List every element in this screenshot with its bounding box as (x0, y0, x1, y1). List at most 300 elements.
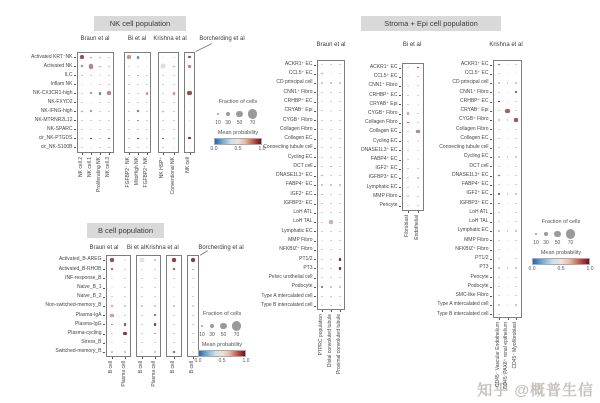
data-dot-faint (417, 205, 418, 206)
data-dot (99, 57, 100, 58)
row-label: DCT cell (469, 162, 489, 169)
data-dot-faint (330, 305, 331, 306)
row-tick (314, 194, 316, 195)
legend-prob-tick: 1.0 (258, 146, 266, 152)
row-label: FABP4⁺ EC (285, 181, 313, 188)
data-dot (162, 57, 163, 58)
study-header: Bi et al (127, 36, 147, 42)
col-label: PTPRC population (317, 313, 324, 355)
legend-prob-tick: 0.0 (528, 266, 536, 272)
row-label: cir_NK-S100B (40, 143, 73, 150)
col-label: Endothelial (413, 214, 420, 240)
row-label: IGF2⁺ EC (466, 190, 489, 197)
row-tick (490, 166, 492, 167)
col-label: B cell (107, 360, 114, 373)
row-label: Stress_B (81, 339, 102, 346)
data-dot (146, 66, 147, 67)
data-dot-faint (321, 157, 322, 158)
data-dot-faint (81, 129, 82, 130)
data-dot (137, 75, 138, 76)
row-label: ACKR1⁺ EC (460, 60, 489, 67)
data-dot-faint (192, 333, 193, 334)
row-tick (490, 139, 492, 140)
row-tick (314, 287, 316, 288)
col-tick (340, 310, 341, 312)
data-dot-faint (330, 231, 331, 232)
data-dot (498, 138, 499, 139)
row-tick (399, 95, 401, 96)
data-dot (110, 258, 114, 262)
row-label: Plasma-IgG (75, 320, 102, 327)
data-dot-faint (515, 101, 516, 102)
legend-gradient-bar (532, 258, 590, 265)
row-label: LoH TAL (469, 218, 489, 225)
row-tick (314, 83, 316, 84)
row-tick (103, 288, 105, 289)
data-dot-faint (128, 93, 129, 94)
data-dot (173, 147, 174, 148)
row-tick (74, 111, 76, 112)
row-tick (490, 240, 492, 241)
row-label: PT3 (479, 264, 489, 271)
legend-size-dot (220, 323, 227, 330)
row-tick (103, 306, 105, 307)
data-dot-faint (81, 120, 82, 121)
col-label: B cell (188, 360, 195, 373)
row-label: Collagen Fibro (364, 119, 398, 126)
data-dot (173, 268, 175, 270)
row-tick (399, 141, 401, 142)
data-dot-faint (128, 138, 129, 139)
row-label: Naive_B_1 (77, 284, 102, 290)
legend-size-label: 30 (225, 120, 231, 126)
data-dot-faint (407, 67, 408, 68)
data-dot-faint (498, 240, 499, 241)
legend-size-dot (248, 109, 257, 118)
data-dot (339, 258, 342, 261)
data-dot-faint (146, 129, 147, 130)
data-dot (108, 138, 109, 139)
data-dot-faint (128, 75, 129, 76)
data-dot-faint (515, 212, 516, 213)
data-dot-faint (330, 268, 331, 269)
row-tick (314, 213, 316, 214)
data-dot-faint (108, 111, 109, 112)
col-tick (331, 310, 332, 312)
col-label: CD45⁻ Vascular Endothelium (494, 321, 501, 387)
row-label: LoH TAL (293, 218, 313, 225)
data-dot-faint (141, 324, 142, 325)
row-tick (103, 278, 105, 279)
study-header: Krishna et al (145, 245, 179, 251)
row-label: Collagen EC (369, 128, 398, 135)
row-tick (490, 268, 492, 269)
data-dot-faint (515, 230, 516, 231)
col-tick (112, 357, 113, 359)
data-dot-faint (498, 230, 499, 231)
data-dot-faint (417, 113, 418, 114)
row-tick (490, 102, 492, 103)
data-dot-faint (99, 120, 100, 121)
data-dot-faint (173, 278, 174, 279)
row-tick (399, 160, 401, 161)
row-label: CRYAB⁺ Epi (369, 100, 398, 107)
panel-group-title: Stroma + Epi cell population (361, 16, 501, 31)
data-dot-faint (339, 157, 340, 158)
data-dot-faint (189, 129, 190, 130)
col-tick (125, 357, 126, 359)
data-dot-faint (173, 111, 174, 112)
row-label: Connecting tubule cell (439, 144, 489, 151)
data-dot (99, 75, 100, 76)
data-dot (192, 305, 193, 306)
data-dot-faint (173, 84, 174, 85)
legend-size-label: 10 (199, 332, 205, 338)
row-tick (314, 120, 316, 121)
data-dot (417, 159, 418, 160)
row-tick (399, 86, 401, 87)
data-dot-faint (321, 305, 322, 306)
study-header: Braun et al (89, 245, 119, 251)
data-dot-faint (515, 277, 516, 278)
data-dot-faint (146, 102, 147, 103)
row-tick (399, 123, 401, 124)
data-dot-faint (515, 175, 516, 176)
legend-size-label: 70 (233, 332, 240, 338)
row-tick (490, 92, 492, 93)
legend-size-label: 50 (220, 332, 227, 338)
data-dot (108, 66, 109, 67)
data-dot-faint (330, 259, 331, 260)
row-label: Activated_B-RHOB (58, 265, 102, 272)
data-dot (417, 104, 418, 105)
data-dot-faint (330, 64, 331, 65)
data-dot-faint (321, 129, 322, 130)
data-dot-faint (141, 333, 142, 334)
legend-prob-tick: 0.5 (218, 358, 226, 364)
row-tick (399, 206, 401, 207)
legend-size-dot (210, 324, 214, 328)
data-dot-faint (330, 120, 331, 121)
data-dot-faint (498, 156, 499, 157)
row-tick (74, 66, 76, 67)
data-dot-faint (515, 304, 516, 305)
data-dot-faint (339, 231, 340, 232)
row-tick (490, 157, 492, 158)
data-dot-faint (330, 82, 331, 83)
row-label: IGFBP3⁺ EC (368, 174, 398, 181)
row-label: FABP4⁺ EC (370, 155, 398, 162)
data-dot-faint (339, 82, 340, 83)
row-tick (399, 169, 401, 170)
row-tick (314, 204, 316, 205)
data-dot (330, 110, 331, 111)
data-dot-faint (128, 102, 129, 103)
data-dot (173, 66, 174, 67)
row-tick (490, 287, 492, 288)
col-label: Proximal convoluted tubule (335, 313, 342, 374)
data-dot-faint (515, 193, 516, 194)
data-dot (173, 305, 174, 306)
data-dot-faint (498, 82, 499, 83)
data-dot (321, 286, 322, 287)
data-dot (90, 102, 91, 103)
data-dot (321, 64, 322, 65)
data-dot (124, 323, 127, 326)
data-dot-faint (515, 267, 516, 268)
data-dot-faint (330, 194, 331, 195)
study-header: Bi et al (402, 42, 422, 48)
col-label: Proliferating NK (95, 156, 102, 192)
row-label: Podocyte (291, 283, 313, 290)
col-tick (142, 357, 143, 359)
col-tick (499, 318, 500, 320)
row-label: Lymphatic EC (457, 227, 489, 234)
legend-size-dot (554, 231, 561, 238)
data-dot-faint (339, 305, 340, 306)
data-dot (187, 91, 191, 95)
row-label: IGFBP3⁺ EC (283, 199, 313, 206)
row-label: NK-MTRNR2L12 (34, 116, 73, 123)
data-dot (172, 258, 176, 262)
legend-size-dot (236, 111, 243, 118)
study-header: Braun et al (80, 36, 110, 42)
row-tick (74, 102, 76, 103)
data-dot (137, 120, 138, 121)
row-label: CRYAB⁺ Epi (284, 107, 313, 114)
data-dot-faint (498, 129, 499, 130)
row-tick (314, 129, 316, 130)
data-dot-faint (507, 129, 508, 130)
row-label: CRYAB⁺ Epi (460, 107, 489, 114)
row-tick (103, 315, 105, 316)
data-dot-faint (146, 111, 147, 112)
col-tick (174, 357, 175, 359)
row-tick (74, 84, 76, 85)
data-dot (505, 109, 509, 113)
data-dot-faint (330, 101, 331, 102)
row-label: ACKR1⁺ EC (369, 63, 398, 70)
data-dot-faint (162, 129, 163, 130)
row-label: CCL5⁺ EC (464, 70, 489, 77)
study-header: Borcherding et al (199, 36, 245, 42)
row-tick (490, 222, 492, 223)
row-label: Collagen Fibro (279, 125, 313, 132)
row-label: Plasma-IgA (75, 311, 102, 318)
row-label: Connecting tubule cell (263, 144, 313, 151)
row-label: DNASE1L3⁺ EC (451, 171, 489, 178)
legend-size-dot (535, 233, 537, 235)
data-dot (417, 177, 418, 178)
row-tick (74, 93, 76, 94)
legend-size-dot (217, 113, 219, 115)
row-tick (314, 259, 316, 260)
row-tick (314, 222, 316, 223)
data-dot (140, 258, 144, 262)
legend-prob-tick: 0.5 (234, 146, 242, 152)
data-dot (137, 66, 138, 67)
data-dot (81, 111, 83, 113)
row-label: NFKBIZ⁺ Fibro (455, 245, 489, 252)
data-dot (330, 166, 331, 167)
data-dot-faint (108, 120, 109, 121)
legend-probability-title: Mean probability (540, 250, 582, 256)
data-dot (417, 140, 418, 141)
col-tick (138, 153, 139, 155)
data-dot-faint (507, 277, 508, 278)
data-dot-faint (81, 147, 82, 148)
data-dot (498, 286, 499, 287)
row-label: Pericyte (379, 201, 398, 208)
data-dot (128, 66, 129, 67)
row-tick (314, 65, 316, 66)
study-header: Bi et al (126, 245, 146, 251)
data-dot-faint (154, 287, 155, 288)
data-dot-faint (330, 92, 331, 93)
data-dot-faint (330, 240, 331, 241)
data-dot-faint (507, 203, 508, 204)
data-dot-faint (189, 84, 190, 85)
row-label: CD principal cell (452, 79, 489, 86)
data-dot-faint (407, 141, 408, 142)
row-tick (490, 259, 492, 260)
data-dot-faint (108, 102, 109, 103)
row-label: INF-response_B (65, 274, 102, 281)
data-dot-faint (99, 129, 100, 130)
data-dot-faint (124, 269, 125, 270)
row-label: Collagen Fibro (455, 125, 489, 132)
data-dot-faint (173, 129, 174, 130)
row-label: CYGB⁺ Fibro (458, 116, 489, 123)
row-label: MMP Fibro (373, 192, 398, 199)
data-dot (90, 120, 91, 121)
row-label: FABP4⁺ EC (461, 181, 489, 188)
data-dot-faint (128, 147, 129, 148)
data-dot-faint (339, 64, 340, 65)
row-label: Activated NK (43, 62, 73, 69)
data-dot-faint (128, 120, 129, 121)
row-tick (103, 260, 105, 261)
row-tick (314, 241, 316, 242)
row-tick (74, 129, 76, 130)
data-dot-faint (108, 57, 109, 58)
data-dot (81, 75, 82, 76)
data-dot-faint (146, 75, 147, 76)
data-dot-faint (498, 92, 499, 93)
legend-size-label: 30 (543, 240, 549, 246)
data-dot-faint (507, 92, 508, 93)
data-dot (81, 84, 82, 85)
row-tick (399, 77, 401, 78)
col-tick (190, 153, 191, 155)
data-dot-faint (417, 196, 418, 197)
row-label: CRHBP⁺ EC (284, 97, 313, 104)
legend-size-dot (544, 232, 548, 236)
legend-size-label: 10 (533, 240, 539, 246)
data-dot-faint (137, 147, 138, 148)
data-dot-faint (128, 111, 129, 112)
data-dot-faint (507, 156, 508, 157)
col-tick (82, 153, 83, 155)
data-dot-faint (108, 84, 109, 85)
data-dot (498, 175, 499, 176)
col-label: Plasma cell (150, 360, 157, 387)
data-dot-faint (124, 351, 125, 352)
data-dot-faint (515, 82, 516, 83)
data-dot (90, 147, 91, 148)
data-dot (141, 351, 142, 352)
row-label: Naive_B_2 (77, 293, 102, 300)
data-dot-faint (108, 129, 109, 130)
data-dot-faint (137, 93, 138, 94)
data-dot-faint (162, 75, 163, 76)
legend-probability-title: Mean probability (201, 342, 243, 348)
data-dot-faint (330, 129, 331, 130)
legend-size-label: 50 (236, 120, 243, 126)
data-dot (407, 85, 408, 86)
data-dot-faint (154, 351, 155, 352)
data-dot-faint (339, 101, 340, 102)
data-dot-faint (515, 166, 516, 167)
data-dot-faint (507, 193, 508, 194)
row-tick (490, 176, 492, 177)
legend-size-label: 50 (554, 240, 561, 246)
data-dot-faint (339, 194, 340, 195)
data-dot-faint (339, 184, 340, 185)
data-dot-faint (321, 296, 322, 297)
row-label: Non-switched-memory_B (45, 302, 102, 309)
row-tick (103, 352, 105, 353)
row-label: LoH ATL (293, 209, 313, 216)
row-tick (490, 314, 492, 315)
study-header: Borcherding et al (198, 245, 244, 251)
data-dot-faint (321, 231, 322, 232)
data-dot-faint (498, 267, 499, 268)
data-dot-faint (137, 129, 138, 130)
data-dot (90, 129, 91, 130)
row-tick (103, 269, 105, 270)
data-dot-faint (339, 120, 340, 121)
row-tick (399, 132, 401, 133)
data-dot-faint (146, 84, 147, 85)
data-dot-faint (507, 267, 508, 268)
data-dot-faint (507, 119, 508, 120)
panel-box (493, 60, 522, 318)
row-tick (314, 166, 316, 167)
col-tick (129, 153, 130, 155)
data-dot (146, 57, 147, 58)
row-label: Type A intercalated cell (437, 301, 489, 308)
data-dot (111, 351, 112, 352)
data-dot-faint (124, 315, 125, 316)
col-label: NK cell.2 (77, 156, 84, 177)
row-tick (490, 185, 492, 186)
data-dot (515, 249, 516, 250)
data-dot-faint (81, 102, 82, 103)
data-dot (99, 66, 100, 67)
data-dot (192, 351, 193, 352)
data-dot-faint (515, 314, 516, 315)
row-tick (314, 102, 316, 103)
col-tick (109, 153, 110, 155)
col-label: Distal convoluted tubule (326, 313, 333, 367)
data-dot (321, 194, 322, 195)
data-dot-faint (189, 102, 190, 103)
row-label: Type B intercalated cell (260, 301, 313, 308)
row-tick (490, 231, 492, 232)
data-dot (507, 304, 508, 305)
data-dot (498, 64, 499, 65)
